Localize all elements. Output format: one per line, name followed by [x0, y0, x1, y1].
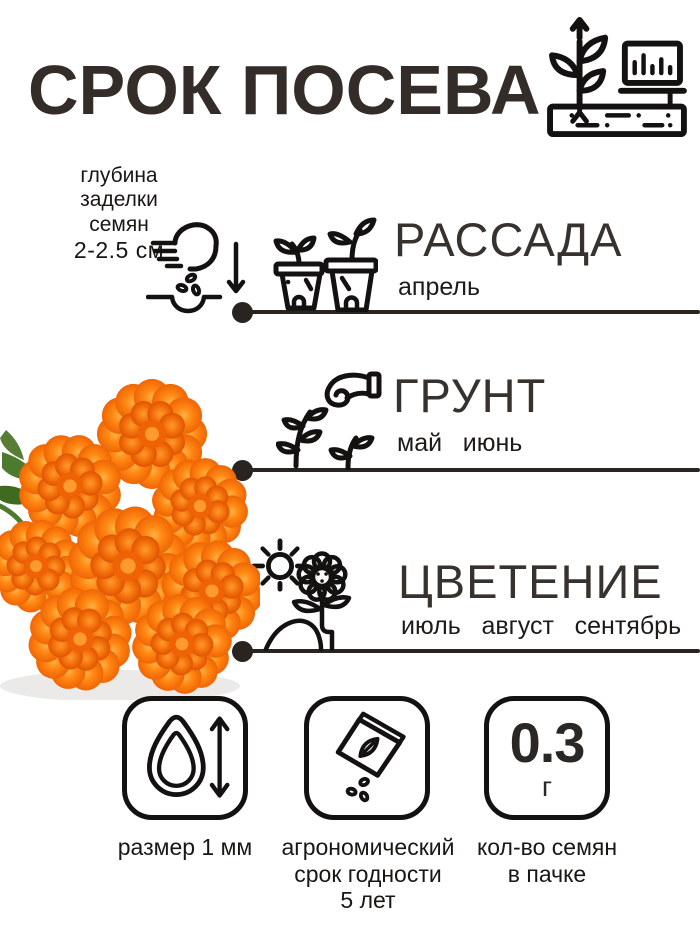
spec-box-quantity: [484, 696, 610, 820]
depth-value: 2-2.5 см: [73, 237, 165, 264]
label-seed-size: [95, 834, 275, 861]
seed-packet-icon: [317, 711, 417, 805]
spec-box-shelf-life: [304, 696, 430, 820]
label-quantity: [455, 834, 639, 887]
quantity-value: 0.3: [509, 711, 585, 774]
hand-planting-sprouts-icon: [276, 370, 382, 470]
quantity-line-2: в пачке: [507, 860, 587, 887]
quantity-unit: г: [541, 771, 553, 802]
page-title: СРОК ПОСЕВА: [28, 51, 541, 129]
spec-box-seed-size: [122, 696, 248, 820]
seed-size-arrow-icon: [135, 711, 235, 805]
stage-months-tsvetenie: июль август сентябрь: [401, 612, 682, 640]
shelf-life-line-3: 5 лет: [340, 887, 396, 914]
label-shelf-life: [266, 834, 470, 914]
hand-sowing-seeds-icon: [146, 218, 250, 314]
stage-name-tsvetenie: ЦВЕТЕНИЕ: [398, 555, 663, 608]
stage-name-grunt: ГРУНТ: [393, 369, 547, 422]
depth-line-2: заделки: [80, 188, 158, 212]
timeline-dot-rassada: [232, 302, 253, 323]
marigold-bouquet-photo: [0, 356, 260, 700]
stage-name-rassada: РАССАДА: [394, 213, 623, 266]
quantity-readout: [509, 711, 585, 802]
quantity-line-1: кол-во семян: [476, 834, 618, 860]
stage-months-rassada: апрель: [398, 273, 481, 301]
stage-months-grunt: май июнь: [397, 429, 523, 457]
flower-on-mound-icon: [258, 549, 386, 651]
shelf-life-line-1: агрономический: [281, 834, 455, 860]
seed-size-text: размер 1 мм: [117, 834, 253, 860]
sprout-growth-chart-soil-icon: [542, 14, 690, 140]
depth-line-3: семян: [89, 212, 149, 236]
seedling-pots-icon: [272, 214, 378, 312]
shelf-life-line-2: срок годности: [294, 860, 442, 887]
depth-line-1: глубина: [80, 164, 158, 187]
